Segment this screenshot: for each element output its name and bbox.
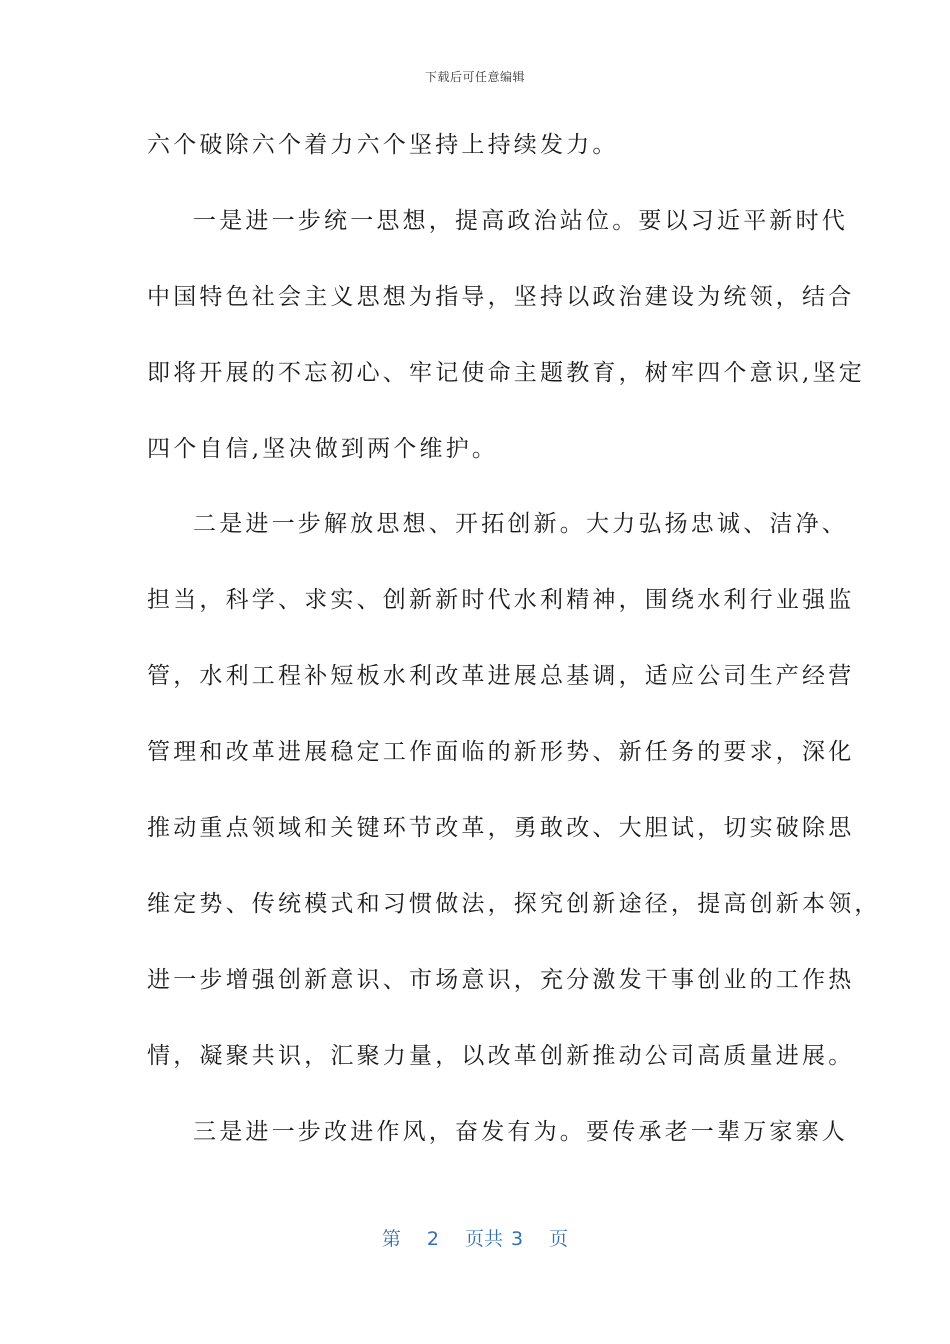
paragraph-line: 管理和改革进展稳定工作面临的新形势、新任务的要求，深化 [147,739,855,766]
paragraph-line: 六个破除六个着力六个坚持上持续发力。 [147,132,619,158]
page-label-mid: 页共 [464,1228,503,1250]
paragraph-line: 四个自信,坚决做到两个维护。 [147,435,499,462]
paragraph-line: 中国特色社会主义思想为指导，坚持以政治建设为统领，结合 [147,283,855,310]
page-label-suffix: 页 [549,1228,569,1250]
page-label-prefix: 第 [381,1228,401,1250]
total-pages-number: 3 [511,1228,524,1250]
paragraph-line: 维定势、传统模式和习惯做法，探究创新途径，提高创新本领， [147,890,881,917]
document-body [147,120,881,1182]
paragraph-line: 三是进一步改进作风，奋发有为。要传承老一辈万家寨人 [193,1118,848,1145]
current-page-number: 2 [426,1228,439,1250]
paragraph-line: 管，水利工程补短板水利改革进展总基调，适应公司生产经营 [147,663,855,690]
page-header-note: 下载后可任意编辑 [424,70,525,84]
paragraph-line: 一是进一步统一思想，提高政治站位。要以习近平新时代 [193,207,848,234]
paragraph-line: 二是进一步解放思想、开拓创新。大力弘扬忠诚、洁净、 [193,511,848,538]
paragraph-line: 推动重点领域和关键环节改革，勇敢改、大胆试，切实破除思 [147,815,855,842]
page-footer [0,1224,950,1251]
paragraph-line: 担当，科学、求实、创新新时代水利精神，围绕水利行业强监 [147,587,855,614]
paragraph-line: 情，凝聚共识，汇聚力量，以改革创新推动公司高质量进展。 [147,1042,855,1069]
paragraph-line: 即将开展的不忘初心、牢记使命主题教育，树牢四个意识,坚定 [147,359,865,386]
paragraph-line: 进一步增强创新意识、市场意识，充分激发干事创业的工作热 [147,966,855,993]
